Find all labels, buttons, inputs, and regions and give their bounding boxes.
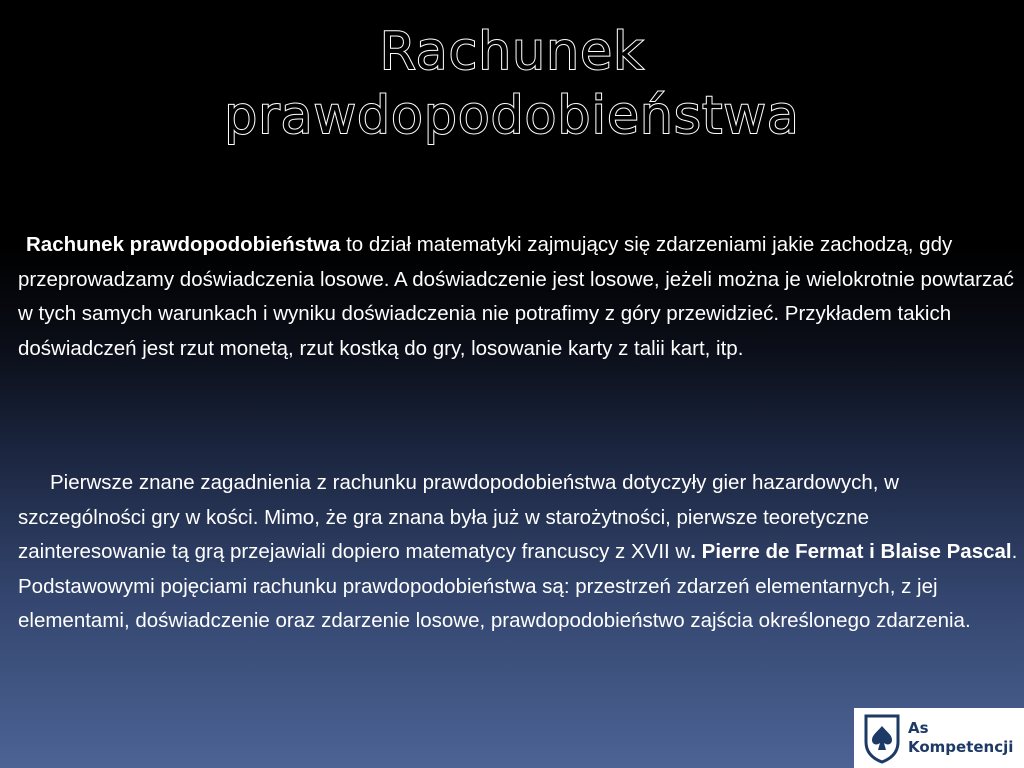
as-kompetencji-logo bbox=[854, 708, 1024, 768]
slide-title-line2: prawdopodobieństwa bbox=[224, 86, 800, 146]
history-text-part1: Pierwsze znane zagadnienia z rachunku prawdopodobieństwa dotyczyły gier hazardowych, w szczególności gry w kości. Mimo, że gra znana była już w starożytności, pierwsze teoretyczne zainteresowanie tą grą przejawiali dopiero matematycy francuscy z XVII w bbox=[18, 471, 899, 563]
history-bold-names: . Pierre de Fermat i Blaise Pascal bbox=[690, 540, 1012, 563]
slide-title-line1: Rachunek bbox=[379, 22, 645, 82]
spade-shield-icon bbox=[860, 712, 904, 764]
slide-title bbox=[0, 20, 1024, 148]
logo-text-line2: Kompetencji bbox=[908, 738, 1014, 756]
paragraph-history bbox=[18, 466, 1018, 639]
logo-text bbox=[908, 719, 1013, 757]
definition-text: to dział matematyki zajmujący się zdarzeniami jakie zachodzą, gdy przeprowadzamy doświadczenia losowe. A doświadczenie jest losowe, jeżeli można je wielokrotnie powtarzać w tych samych warunkach i wyniku doświadczenia nie potrafimy z góry przewidzieć. Przykładem takich doświadczeń jest rzut monetą, rzut kostką do gry, losowanie karty z talii kart, itp. bbox=[18, 233, 1014, 360]
history-text-part2: . Podstawowymi pojęciami rachunku prawdopodobieństwa są: przestrzeń zdarzeń elementarnych, z jej elementami, doświadczenie oraz zdarzenie losowe, prawdopodobieństwo zajścia określonego zdarzenia. bbox=[18, 540, 1018, 632]
definition-bold-lead: Rachunek prawdopodobieństwa bbox=[26, 233, 341, 256]
logo-text-line1: As bbox=[908, 719, 929, 737]
paragraph-definition bbox=[18, 228, 1018, 366]
